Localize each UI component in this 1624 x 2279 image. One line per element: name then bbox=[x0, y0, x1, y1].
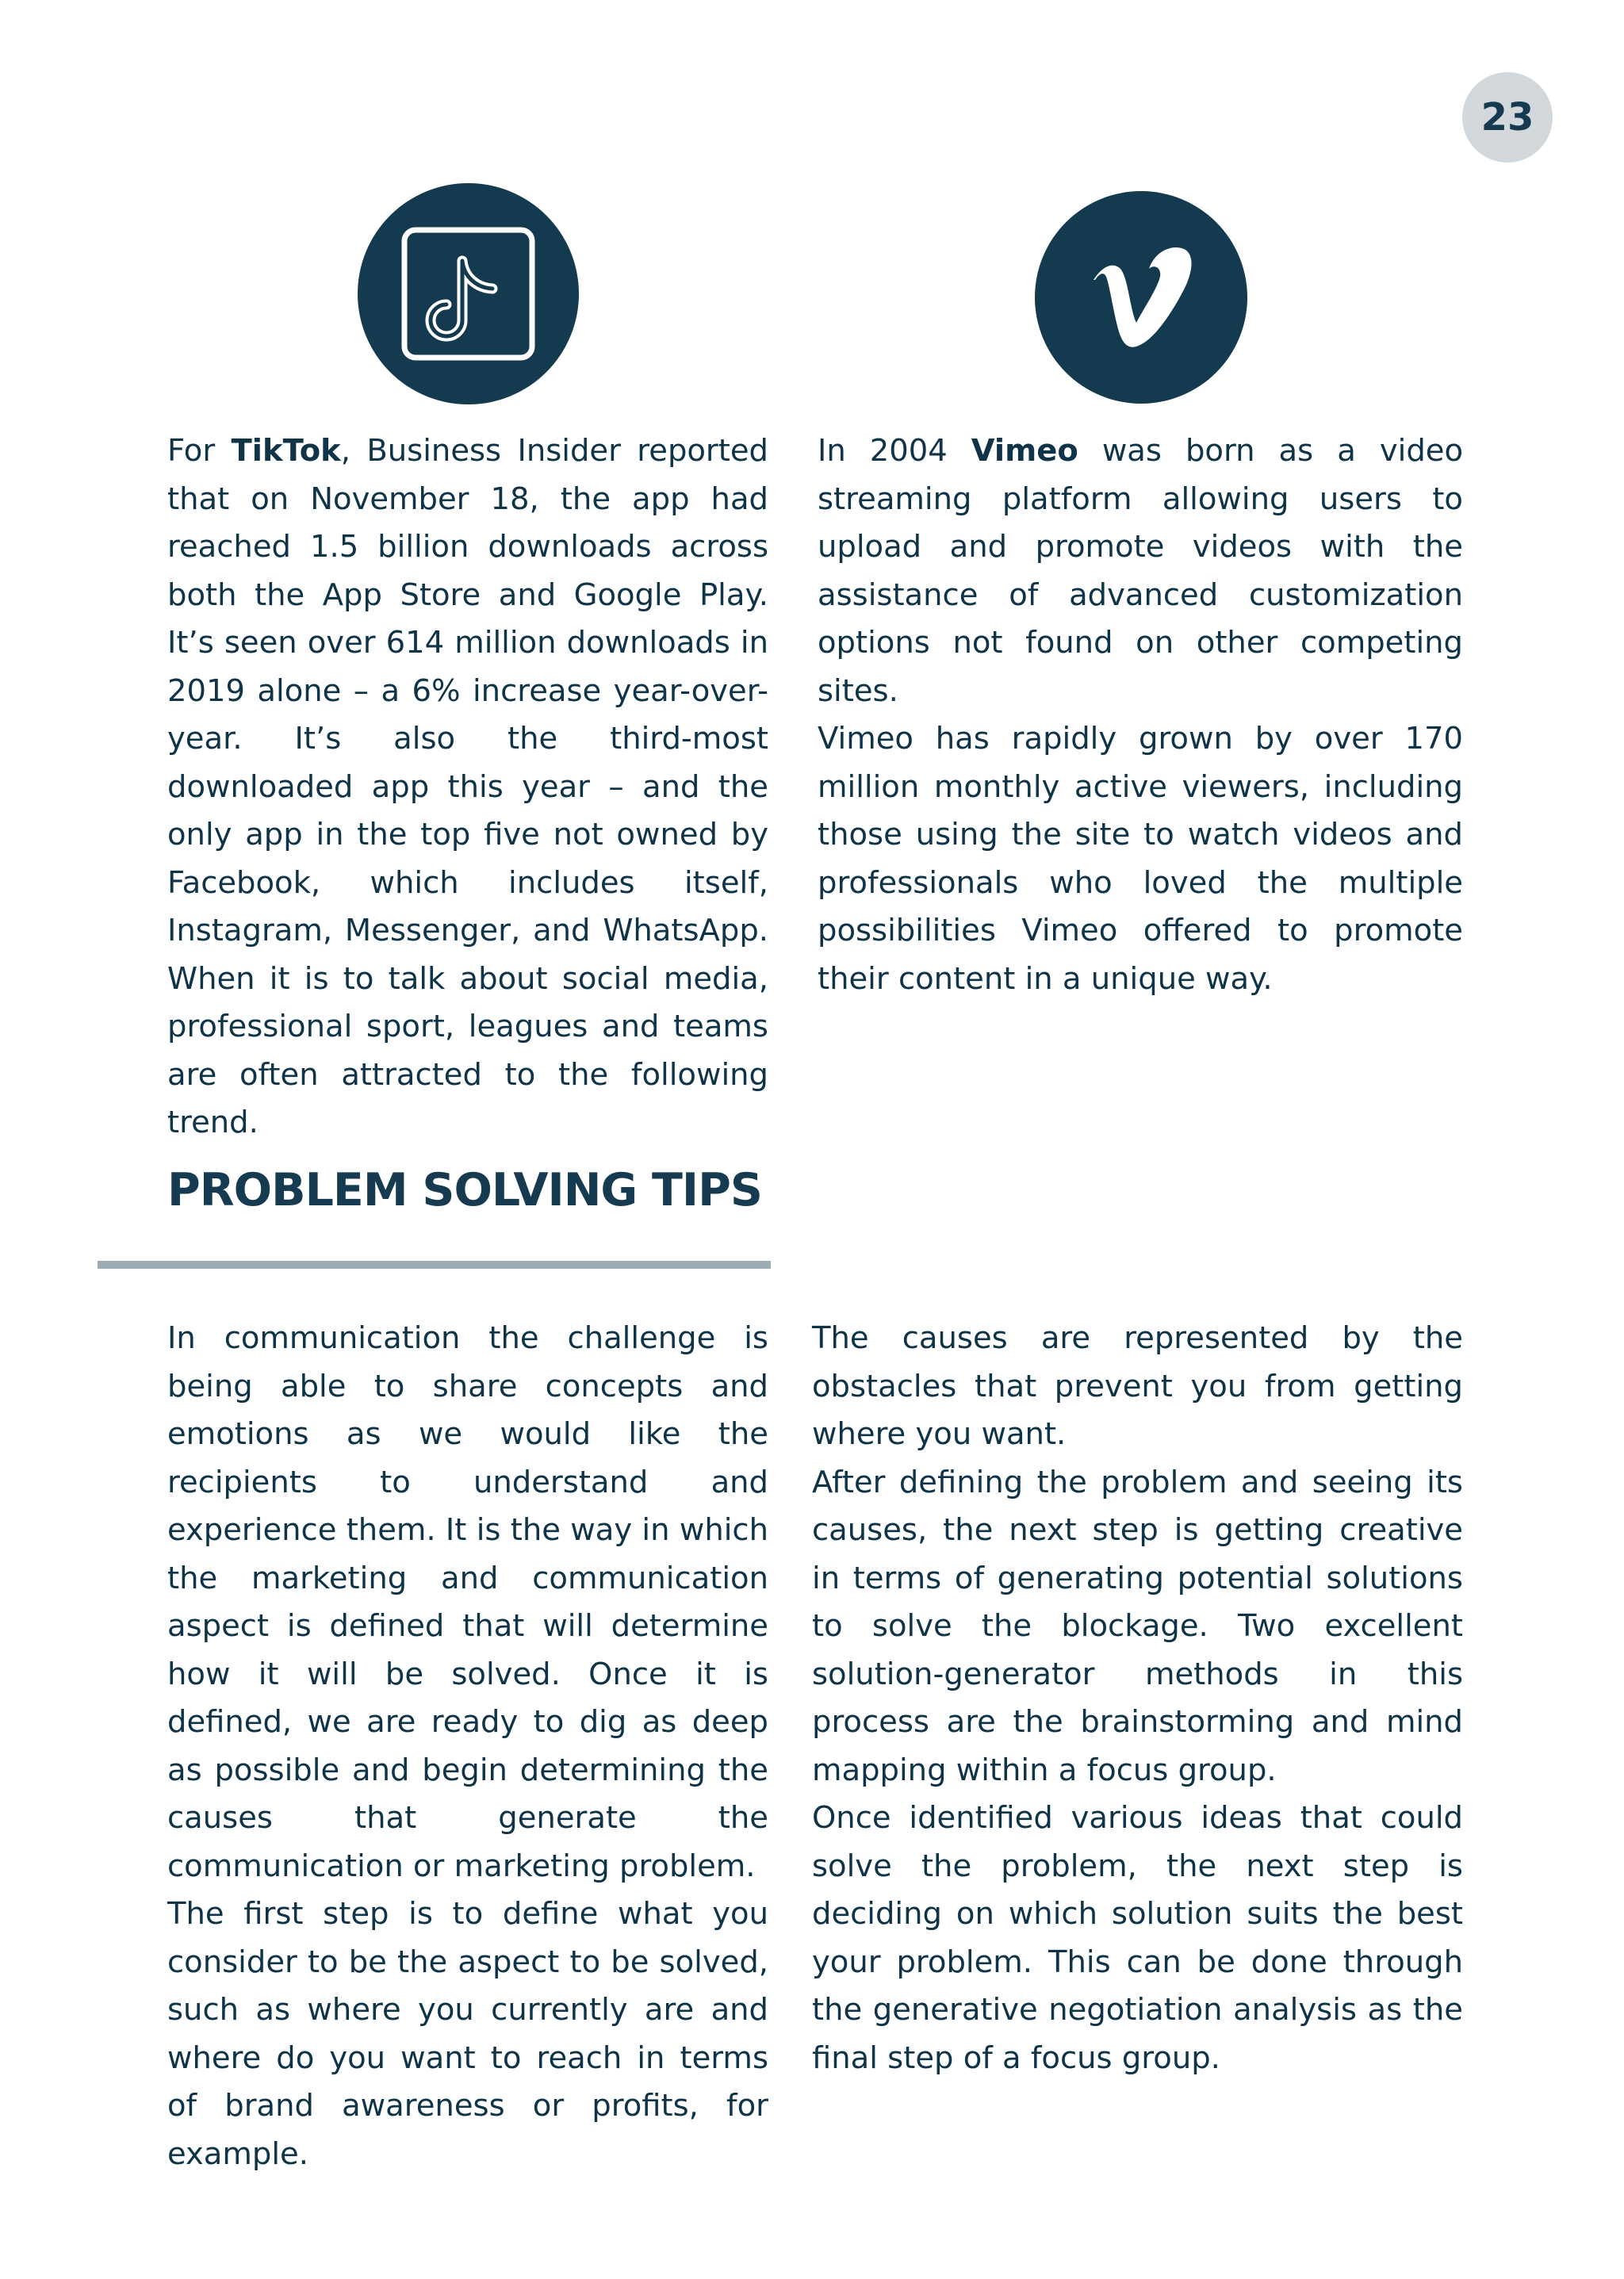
paragraph: The first step is to define what you consider to be the aspect to be solved, such as where you currently are and where do you want to reach in terms of brand awareness or profits, for example. bbox=[167, 1896, 768, 2172]
tiktok-text: For TikTok, Business Insider reported that on November 18, the app had reached 1.5 billion downloads across both the App Store and Google Play. It’s seen over 614 million downloads in 2019 alone – a 6% increase year-over-year. It’s also the third-most downloaded app this year – and the only app in the top five not owned by Facebook, which includes itself, Instagram, Messenger, and WhatsApp. When it is to talk about social media, professional sport, leagues and teams are often attracted to the following trend. bbox=[167, 433, 768, 1140]
tiktok-icon bbox=[358, 183, 579, 404]
vimeo-text: In 2004 Vimeo was born as a video streaming platform allowing users to upload and promote videos with the assistance of advanced customization options not found on other competing sites. bbox=[818, 433, 1464, 709]
vimeo-logo-icon bbox=[1035, 191, 1247, 404]
paragraph: After defining the problem and seeing its causes, the next step is getting creative in terms of generating potential solutions to solve the blockage. Two excellent solution-generator methods in this process are the brainstorming and mind mapping within a focus group. bbox=[812, 1464, 1463, 1788]
vimeo-paragraph bbox=[818, 427, 1463, 1003]
tiktok-brand: TikTok bbox=[231, 433, 341, 469]
tiktok-paragraph bbox=[167, 427, 768, 1147]
page-number-badge: 23 bbox=[1462, 72, 1553, 163]
vimeo-brand: Vimeo bbox=[971, 433, 1078, 469]
tiktok-logo-icon bbox=[358, 183, 579, 404]
problem-right-column bbox=[812, 1315, 1463, 2082]
paragraph: The causes are represented by the obstacles that prevent you from getting where you want. bbox=[812, 1320, 1463, 1452]
paragraph: In communication the challenge is being able to share concepts and emotions as we would like the recipients to understand and experience them. It is the way in which the marketing and communication aspect is defined that will determine how it will be solved. Once it is defined, we are ready to dig as deep as possible and begin determining the causes that generate the communication or marketing problem. bbox=[167, 1320, 768, 1884]
section-divider bbox=[98, 1261, 771, 1269]
problem-left-column bbox=[167, 1315, 768, 2178]
paragraph: Once identified various ideas that could solve the problem, the next step is deciding on which solution suits the best your problem. This can be done through the generative negotiation analysis as the final step of a focus group. bbox=[812, 1800, 1463, 2076]
section-title: PROBLEM SOLVING TIPS bbox=[167, 1164, 762, 1216]
vimeo-text-2: Vimeo has rapidly grown by over 170 million monthly active viewers, including those using the site to watch videos and professionals who loved the multiple possibilities Vimeo offered to promote their content in a unique way. bbox=[818, 721, 1463, 997]
vimeo-icon bbox=[1035, 191, 1247, 404]
